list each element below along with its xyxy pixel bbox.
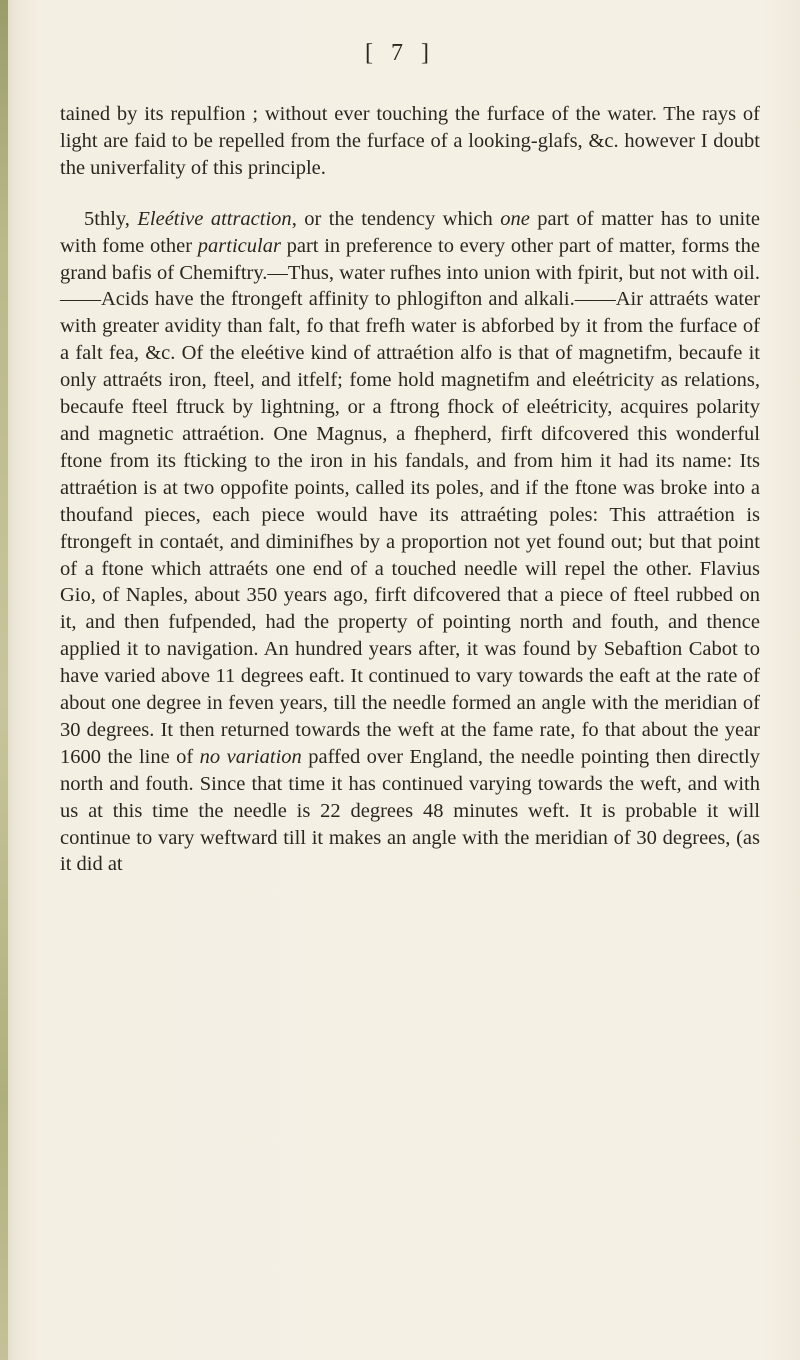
page-spine-edge xyxy=(0,0,8,1360)
emphasis-no-variation: no variation xyxy=(199,745,302,768)
text-run: part of matter has to unite with fome other xyxy=(60,207,760,257)
paragraph-continuation: tained by its repulfion ; without ever touching the furface of the water. The rays of light are faid to be repelled from the furface of a looking-glafs, &c. however I doubt the univerfality of this principle. xyxy=(60,103,760,179)
paragraph-elective-attraction xyxy=(60,206,760,879)
emphasis-one: one xyxy=(500,207,530,230)
text-run: , or the tendency which xyxy=(291,207,501,230)
page-number-header: [ 7 ] xyxy=(365,40,435,66)
text-run: paffed over England, the needle pointing then directly north and fouth. Since that time it has continued varying towards the weft, and with us at this time the needle is 22 degrees 48 minutes weft. It is probable it will continue to vary weftward till it makes an angle with the meridian of 30 degrees, (as it did at xyxy=(60,745,760,876)
body-text xyxy=(60,101,760,878)
emphasis-particular: particular xyxy=(197,234,281,257)
paragraph-lead: 5thly, xyxy=(84,207,138,230)
text-run: part in preference to every other part of matter, forms the grand bafis of Chemiftry.—Thus, water rufhes into union with fpirit, but not with oil.——Acids have the ftrongeft affinity to phlogifton and alkali.——Air attraéts water with greater avidity than falt, fo that frefh water is abforbed by it from the furface of a falt fea, &c. Of the eleétive kind of attraétion alfo is that of magnetifm, becaufe it only attraéts iron, fteel, and itfelf; fome hold magnetifm and eleétricity as relations, becaufe fteel ftruck by lightning, or a ftrong fhock of eleétricity, acquires polarity and magnetic attraétion. One Magnus, a fhepherd, firft difcovered this wonderful ftone from its fticking to the iron in his fandals, and from him it had its name: Its attraétion is at two oppofite points, called its poles, and if the ftone was broke into a thoufand pieces, each piece would have its attraéting poles: This attraétion is ftrongeft in contaét, and diminifhes by a proportion not yet found out; but that point of a ftone which attraéts one end of a touched needle will repel the other. Flavius Gio, of Naples, about 350 years ago, firft difcovered that a piece of fteel rubbed on it, and then fufpended, had the property of pointing north and fouth, and thence applied it to navigation. An hundred years after, it was found by Sebaftion Cabot to have varied above 11 degrees eaft. It continued to vary towards the eaft at the rate of about one degree in feven years, till the needle formed an angle with the meridian of 30 degrees. It then returned towards the weft at the fame rate, fo that about the year 1600 the line of xyxy=(60,234,760,768)
term-elective-attraction: Eleétive attraction xyxy=(137,207,292,230)
